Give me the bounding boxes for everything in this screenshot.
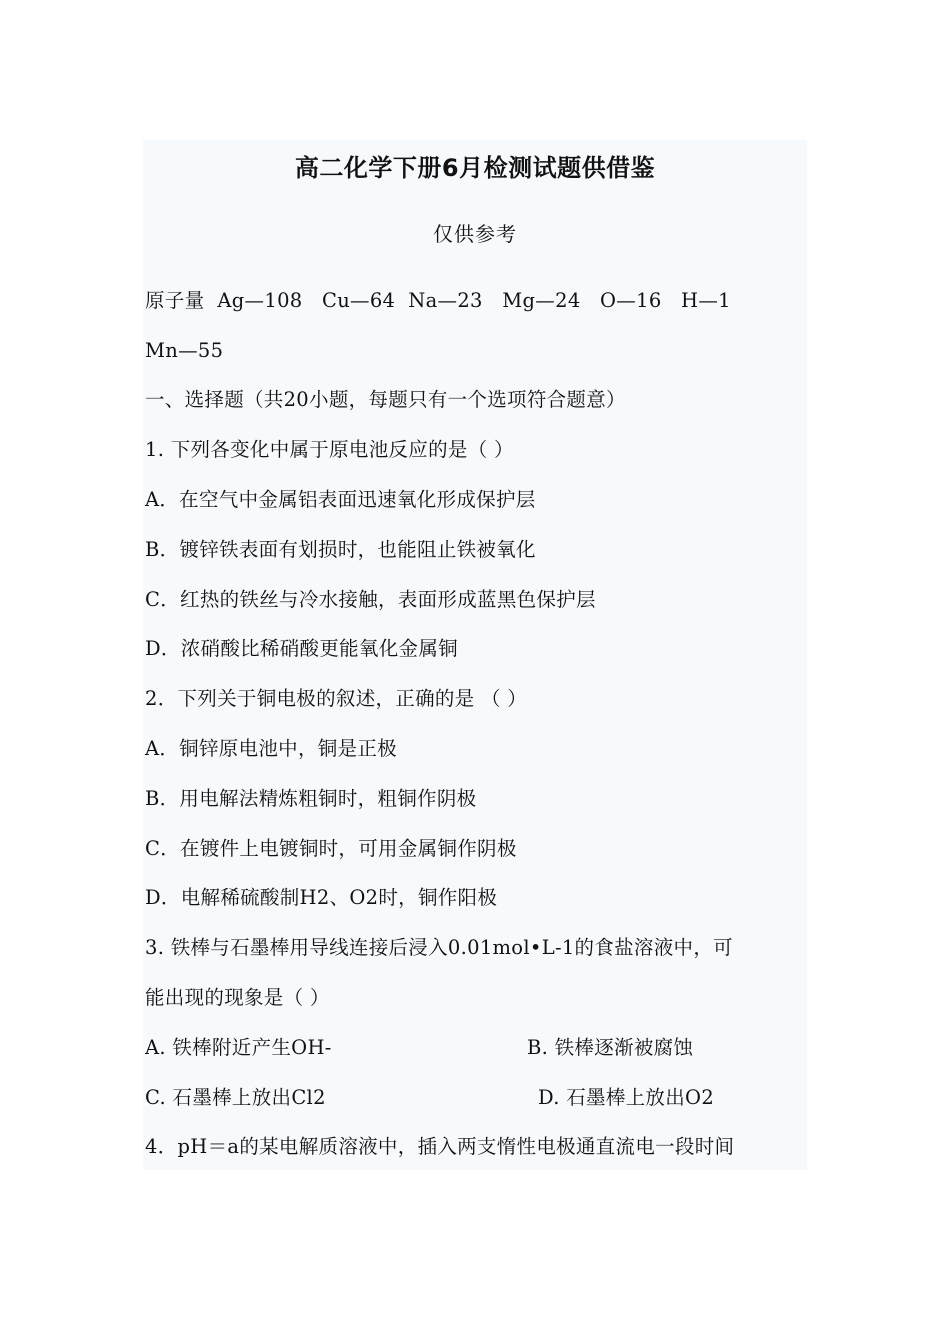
atomic-mass-text: 原子量 Ag—108 Cu—64 Na—23 Mg—24 O—16 H—1 — [145, 289, 731, 312]
question-3-stem-line-2: 能出现的现象是（ ） — [145, 986, 330, 1009]
question-1-option-a: A．在空气中金属铝表面迅速氧化形成保护层 — [145, 488, 536, 511]
question-4-stem-line-1: 4．pH＝a的某电解质溶液中，插入两支惰性电极通直流电一段时间 — [145, 1135, 735, 1158]
question-1-stem: 1. 下列各变化中属于原电池反应的是（ ） — [145, 438, 514, 461]
question-3-option-d: D. 石墨棒上放出O2 — [538, 1086, 715, 1109]
section-heading: 一、选择题（共20小题，每题只有一个选项符合题意） — [145, 388, 626, 411]
question-3-option-b: B. 铁棒逐渐被腐蚀 — [527, 1036, 694, 1059]
question-1-option-d: D．浓硝酸比稀硝酸更能氧化金属铜 — [145, 637, 458, 660]
document-title: 高二化学下册6月检测试题供借鉴 — [294, 154, 656, 182]
document-subtitle: 仅供参考 — [433, 222, 517, 246]
question-2-option-c: C．在镀件上电镀铜时，可用金属铜作阴极 — [145, 837, 517, 860]
question-2-option-a: A．铜锌原电池中，铜是正极 — [145, 737, 397, 760]
question-3-option-a: A. 铁棒附近产生OH- — [145, 1036, 332, 1059]
atomic-mass-line — [145, 288, 731, 314]
question-2-option-d: D．电解稀硫酸制H2、O2时，铜作阳极 — [145, 886, 498, 909]
question-2-stem: 2．下列关于铜电极的叙述，正确的是 （ ） — [145, 687, 528, 710]
question-1-option-c: C．红热的铁丝与冷水接触，表面形成蓝黑色保护层 — [145, 588, 596, 611]
question-3-stem-line-1: 3. 铁棒与石墨棒用导线连接后浸入0.01mol•L-1的食盐溶液中，可 — [145, 936, 733, 959]
question-3-option-c: C. 石墨棒上放出Cl2 — [145, 1086, 326, 1109]
question-2-option-b: B．用电解法精炼粗铜时，粗铜作阴极 — [145, 787, 477, 810]
atomic-mass-line-2: Mn—55 — [145, 339, 224, 362]
question-1-option-b: B．镀锌铁表面有划损时，也能阻止铁被氧化 — [145, 538, 536, 561]
